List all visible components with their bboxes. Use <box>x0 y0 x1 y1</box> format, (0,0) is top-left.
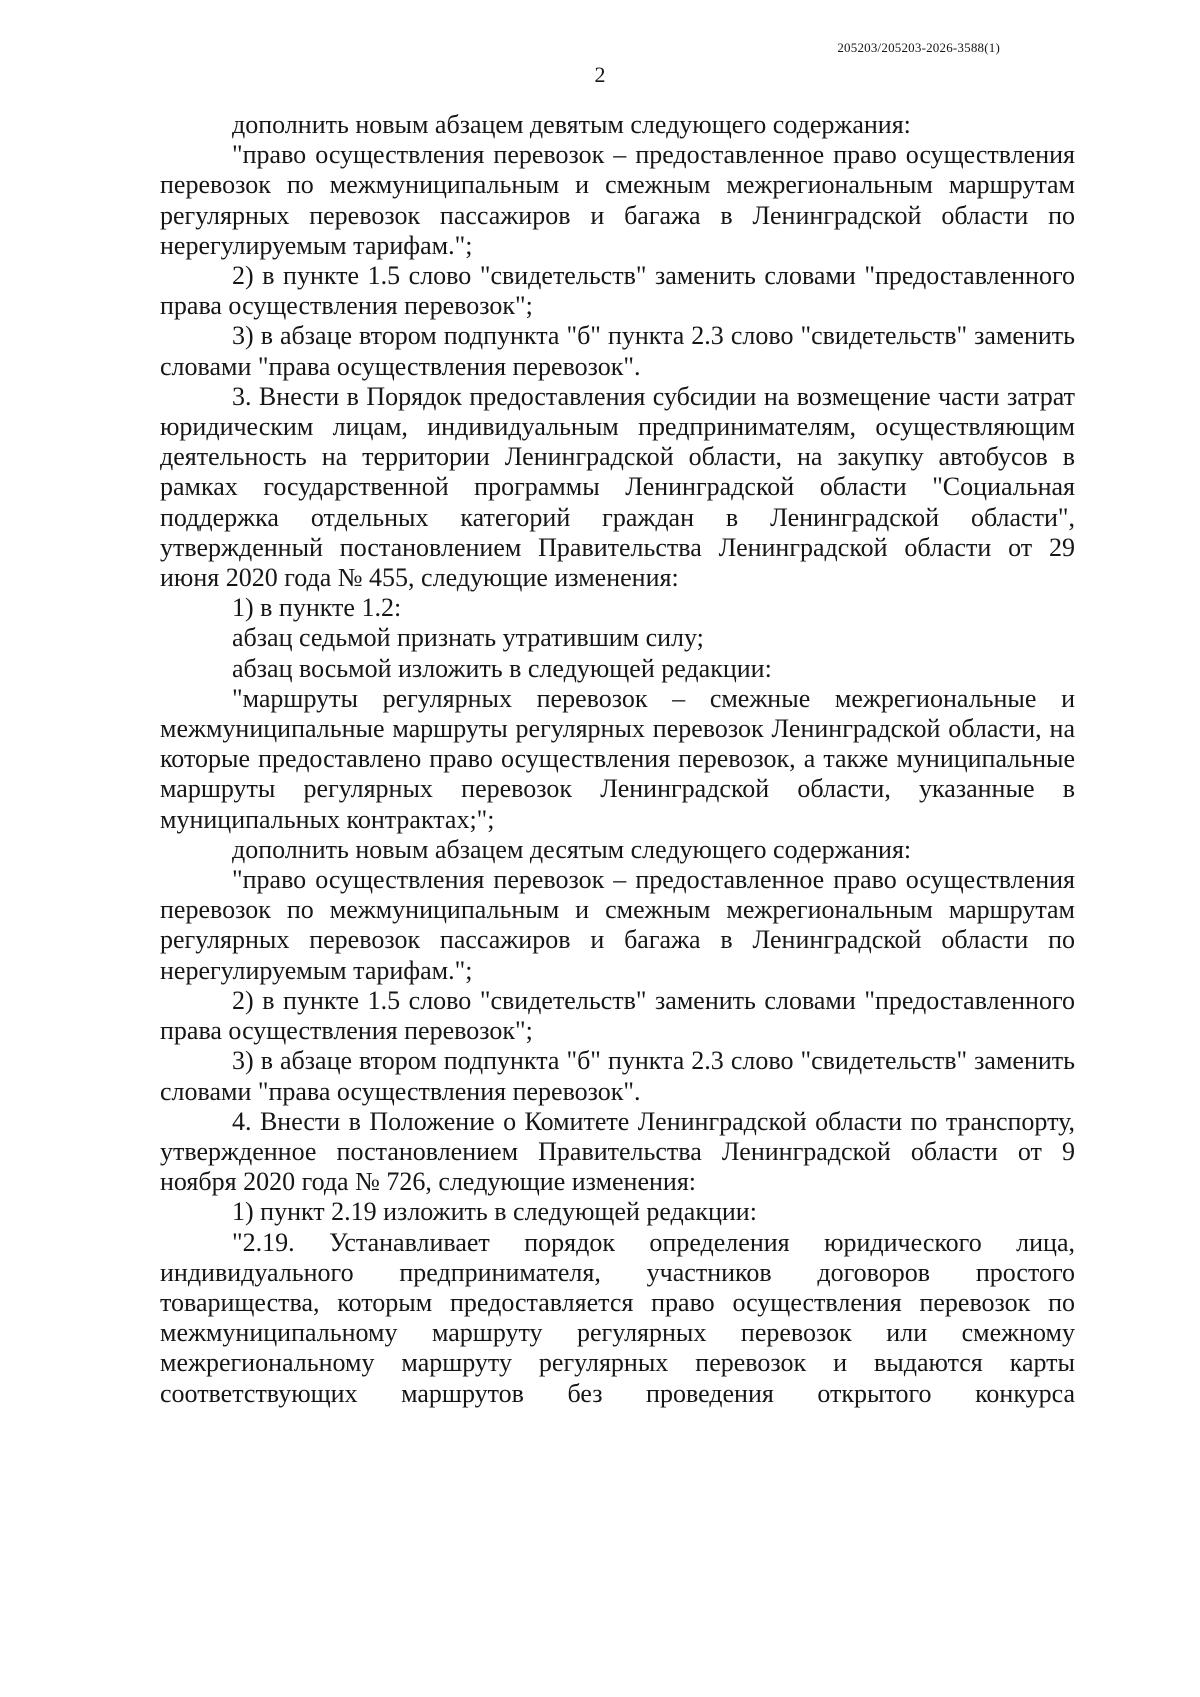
paragraph: 2) в пункте 1.5 слово "свидетельств" заменить словами "предоставленного права осуществления перевозок"; <box>160 985 1075 1046</box>
document-body <box>160 110 1075 1409</box>
paragraph: "право осуществления перевозок – предоставленное право осуществления перевозок по межмуниципальным и смежным межрегиональным маршрутам регулярных перевозок пассажиров и багажа в Ленинградской области по нерегулируемым тарифам."; <box>160 140 1075 260</box>
paragraph: 2) в пункте 1.5 слово "свидетельств" заменить словами "предоставленного права осуществления перевозок"; <box>160 261 1075 321</box>
paragraph: "право осуществления перевозок – предоставленное право осуществления перевозок по межмуниципальным и смежным межрегиональным маршрутам регулярных перевозок пассажиров и багажа в Ленинградской области по нерегулируемым тарифам."; <box>160 865 1075 985</box>
paragraph: 1) пункт 2.19 изложить в следующей редакции: <box>232 1197 757 1227</box>
paragraph: 1) в пункте 1.2: <box>232 593 402 623</box>
paragraph: абзац седьмой признать утратившим силу; <box>232 623 704 653</box>
paragraph: 4. Внести в Положение о Комитете Ленинградской области по транспорту, утвержденное постановлением Правительства Ленинградской области от 9 ноября 2020 года № 726, следующие изменения: <box>160 1106 1075 1197</box>
paragraph: дополнить новым абзацем десятым следующего содержания: <box>232 834 912 864</box>
page-number: 2 <box>594 62 606 87</box>
paragraph: дополнить новым абзацем девятым следующего содержания: <box>232 110 911 139</box>
paragraph: абзац восьмой изложить в следующей редакции: <box>232 653 772 683</box>
paragraph: "маршруты регулярных перевозок – смежные межрегиональные и межмуниципальные маршруты регулярных перевозок Ленинградской области, на которые предоставлено право осуществления перевозок, а также муниципальные маршруты регулярных перевозок Ленинградской области, указанные в муниципальных контрактах;"; <box>160 683 1075 834</box>
paragraph: 3. Внести в Порядок предоставления субсидии на возмещение части затрат юридическим лицам, индивидуальным предпринимателям, осуществляющим деятельность на территории Ленинградской области, на закупку автобусов в рамках государственной программы Ленинградской области "Социальная поддержка отдельных категорий граждан в Ленинградской области", утвержденный постановлением Правительства Ленинградской области от 29 июня 2020 года № 455, следующие изменения: <box>160 381 1075 593</box>
paragraph: 3) в абзаце втором подпункта "б" пункта 2.3 слово "свидетельств" заменить словами "права осуществления перевозок". <box>160 321 1075 381</box>
paragraph: "2.19. Устанавливает порядок определения юридического лица, индивидуального предпринимателя, участников договоров простого товарищества, которым предоставляется право осуществления перевозок по межмуниципальному маршруту регулярных перевозок или смежному межрегиональному маршруту регулярных перевозок и выдаются карты соответствующих маршрутов без проведения открытого конкурса <box>160 1227 1075 1408</box>
document-id: 205203/205203-2026-3588(1) <box>837 40 1000 55</box>
paragraph: 3) в абзаце втором подпункта "б" пункта 2.3 слово "свидетельств" заменить словами "права осуществления перевозок". <box>160 1046 1075 1106</box>
